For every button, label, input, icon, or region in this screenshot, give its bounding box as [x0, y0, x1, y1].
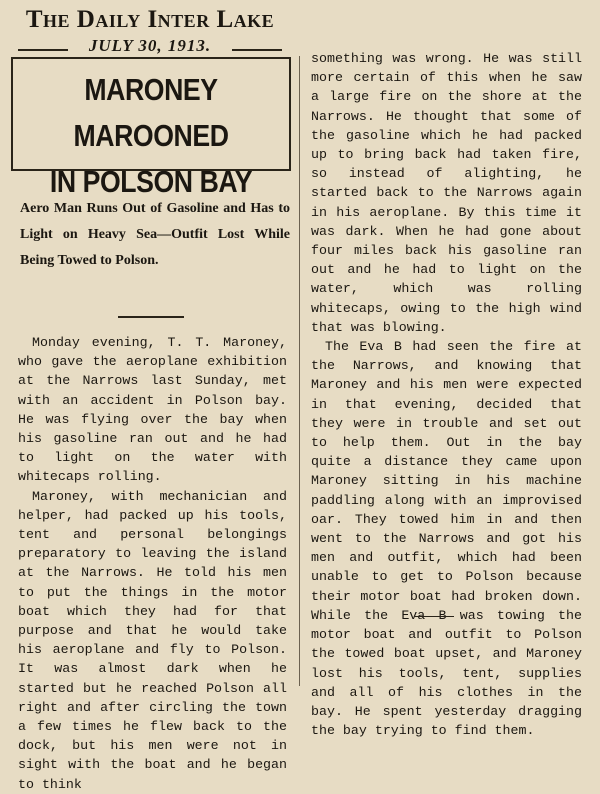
article-column-2: [311, 49, 582, 740]
column-divider: [299, 56, 300, 686]
headline-line-1: MARONEY MAROONED: [73, 72, 229, 153]
paragraph: The Eva B had seen the fire at the Narrows, and knowing that Maroney and his men were expected in that evening, decided that they were in trouble and set out to help them. Out in the bay quite a distance they came upon Maroney sitting in his machine paddling along with an improvised oar. They towed him in and then went to the Narrows and got his men and outfit, which had been unable to get to Polson because their motor boat had broken down. While the Eva B was towing the motor boat and outfit to Polson the towed boat upset, and Maroney lost his tools, tent, supplies and all of his clothes in the bay. He spent yesterday dragging the bay trying to find them.: [311, 339, 582, 739]
headline-line-2: IN POLSON BAY: [49, 164, 253, 199]
article-column-1: [18, 333, 287, 794]
dateline-rule-right: [232, 49, 282, 51]
headline-box: [11, 57, 291, 199]
dateline: [0, 36, 300, 56]
paragraph: Monday evening, T. T. Maroney, who gave the aeroplane exhibition at the Narrows last Sunday, met with an accident in Polson bay. He was flying over the bay when his gasoline ran out and he had to light on the water with whitecaps rolling.: [18, 335, 287, 485]
article-deck: Aero Man Runs Out of Gasoline and Has to Light on Heavy Sea—Outfit Lost While Being Towed to Polson.: [20, 201, 290, 268]
newspaper-masthead: The Daily Inter Lake: [25, 6, 275, 33]
article-headline: [32, 67, 269, 205]
publication-date: JULY 30, 1913.: [88, 36, 212, 55]
dateline-rule-left: [18, 49, 68, 51]
paragraph: Maroney, with mechanician and helper, had packed up his tools, tent and personal belongings preparatory to leaving the island at the Narrows. He told his men to put the things in the motor boat which they had for that purpose and that he would take his aeroplane and fly to Polson. It was almost dark when he started but he reached Polson all right and after circling the town a few times he flew back to the dock, but his men were not in sight with the boat and he began to think: [18, 488, 287, 792]
article-end-rule: [414, 616, 454, 617]
section-divider: [118, 316, 184, 318]
paragraph: something was wrong. He was still more certain of this when he saw a large fire on the shore at the Narrows. He thought that some of the gasoline which he had packed up to bring back had taken fire, so instead of alighting, he started back to the Narrows again in his aeroplane. By this time it was dark. When he had gone about four miles back his gasoline ran out and he had to light on the water, which was rolling whitecaps, owing to the high wind that was blowing.: [311, 51, 582, 335]
